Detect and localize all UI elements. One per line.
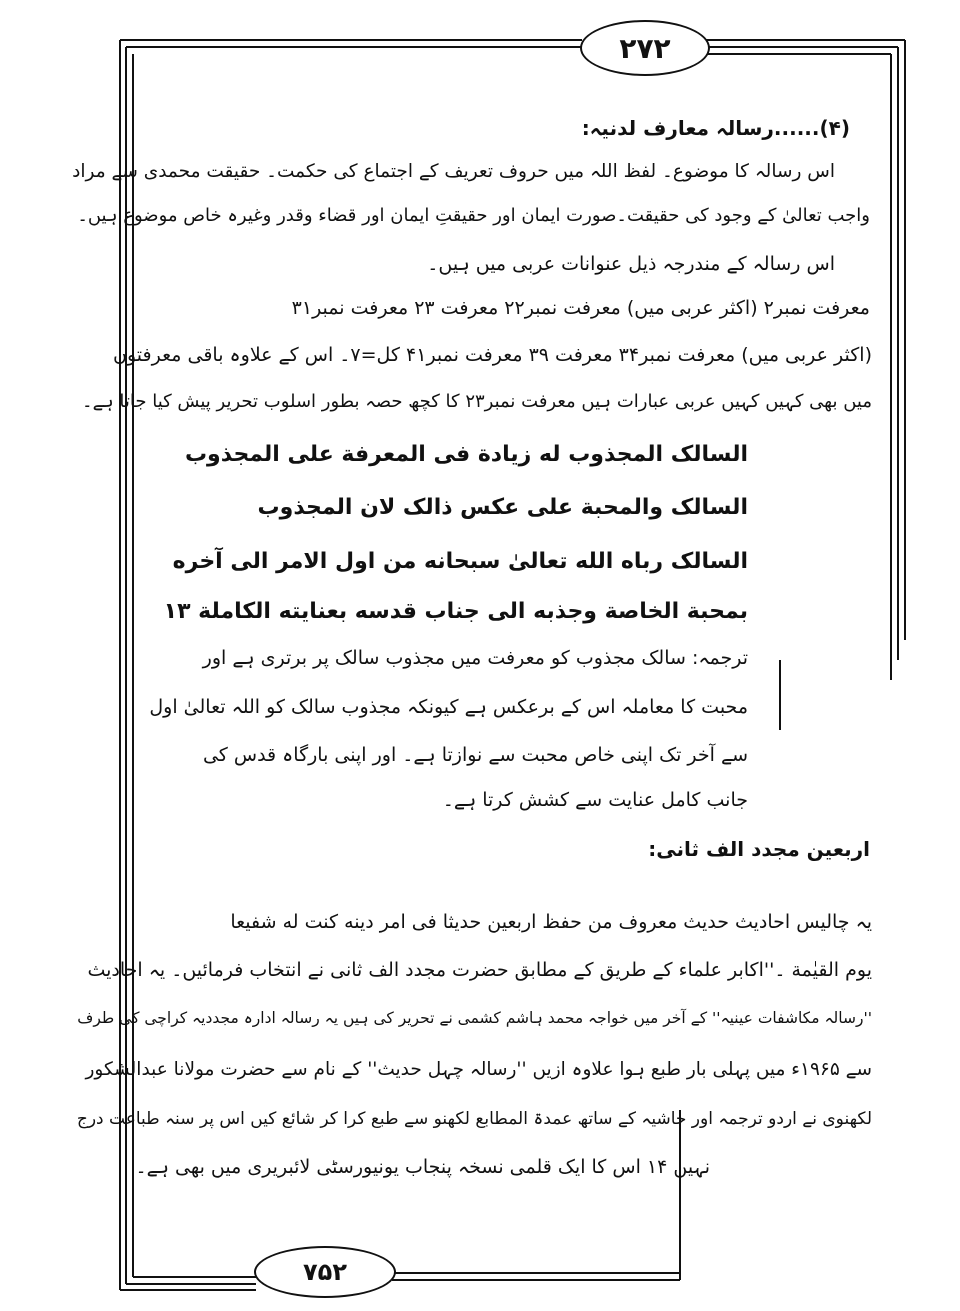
arabic-quote-line: السالک والمحبة علی عکس ذالک لان المجذوب (257, 495, 748, 520)
paragraph-line: اس رسالہ کا موضوع۔ لفظ اللہ میں حروف تعریف کے اجتماع کی حکمت۔ حقیقت محمدی سے مراد (72, 161, 835, 182)
paragraph-line: واجب تعالیٰ کے وجود کی حقیقت۔صورت ایمان اور حقیقتِ ایمان اور قضاء وقدر وغیرہ خاص موضوع ہیں۔ (77, 205, 870, 226)
paragraph-line: یوم القیٰمة ۔''اکابر علماء کے طریق کے مطابق حضرت مجدد الف ثانی نے انتخاب فرمائیں۔ یہ احادیث (87, 959, 872, 981)
paragraph-line: میں بھی کہیں کہیں عربی عبارات ہیں معرفت نمبر۲۳ کا کچھ حصہ بطور اسلوب تحریر پیش کیا جاتا ہے۔ (82, 391, 872, 412)
translation-line: جانب کامل عنایت سے کشش کرتا ہے۔ (442, 789, 748, 811)
translation-line: محبت کا معاملہ اس کے برعکس ہے کیونکہ مجذوب سالک کو اللہ تعالیٰ اول (149, 696, 748, 718)
page-number-bottom: ۷۵۲ (254, 1246, 396, 1298)
paragraph-line: یہ چالیس احادیث حدیث معروف من حفظ اربعین حدیثا فی امر دینه کنت له شفیعا (230, 911, 872, 933)
paragraph-line: لکھنوی نے اردو ترجمہ اور حاشیہ کے ساتھ عمدۃ المطابع لکھنو سے طبع کرا کر شائع کیں اس پر سنہ طباعت درج (76, 1109, 872, 1129)
section-heading-risala-maarif: (۴)......رسالہ معارف لدنیہ: (581, 116, 850, 140)
paragraph-line: معرفت نمبر۲ (اکثر عربی میں) معرفت نمبر۲۲ معرفت ۲۳ معرفت نمبر۳۱ (291, 297, 870, 319)
section-heading-arbaeen: اربعین مجدد الف ثانی: (648, 837, 870, 861)
paragraph-line: نہیں ۱۴ اس کا ایک قلمی نسخہ پنجاب یونیورسٹی لائبریری میں بھی ہے۔ (135, 1156, 710, 1178)
paragraph-line: اس رسالہ کے مندرجہ ذیل عنوانات عربی میں ہیں۔ (427, 253, 835, 275)
arabic-quote-line: بمحبة الخاصة وجذبه الی جناب قدسه بعنایته الکاملة ۱۳ (163, 599, 748, 624)
paragraph-line: سے ۱۹۶۵ء میں پہلی بار طبع ہوا علاوہ ازیں ''رسالہ چہل حدیث'' کے نام سے حضرت مولانا عبدالشکور (85, 1059, 872, 1080)
translation-line: سے آخر تک اپنی خاص محبت سے نوازتا ہے۔ اور اپنی بارگاہ قدس کی (202, 744, 748, 766)
translation-line: ترجمہ: سالک مجذوب کو معرفت میں مجذوب سالک پر برتری ہے اور (202, 647, 748, 669)
paragraph-line: ''رسالہ مکاشفات عینیہ'' کے آخر میں خواجہ محمد ہاشم کشمی نے تحریر کی ہیں یہ رسالہ ادارہ مجددیہ کراچی کی طرف (77, 1009, 872, 1027)
arabic-quote-line: السالک رباه الله تعالیٰ سبحانه من اول الامر الی آخره (172, 549, 748, 574)
arabic-quote-line: السالک المجذوب له زیادة فی المعرفة علی المجذوب (184, 442, 748, 467)
page-number-top: ۲۷۲ (580, 20, 710, 76)
paragraph-line: (اکثر عربی میں) معرفت نمبر۳۴ معرفت ۳۹ معرفت نمبر۴۱ کل=۷۔ اس کے علاوہ باقی معرفتوں (113, 344, 872, 366)
